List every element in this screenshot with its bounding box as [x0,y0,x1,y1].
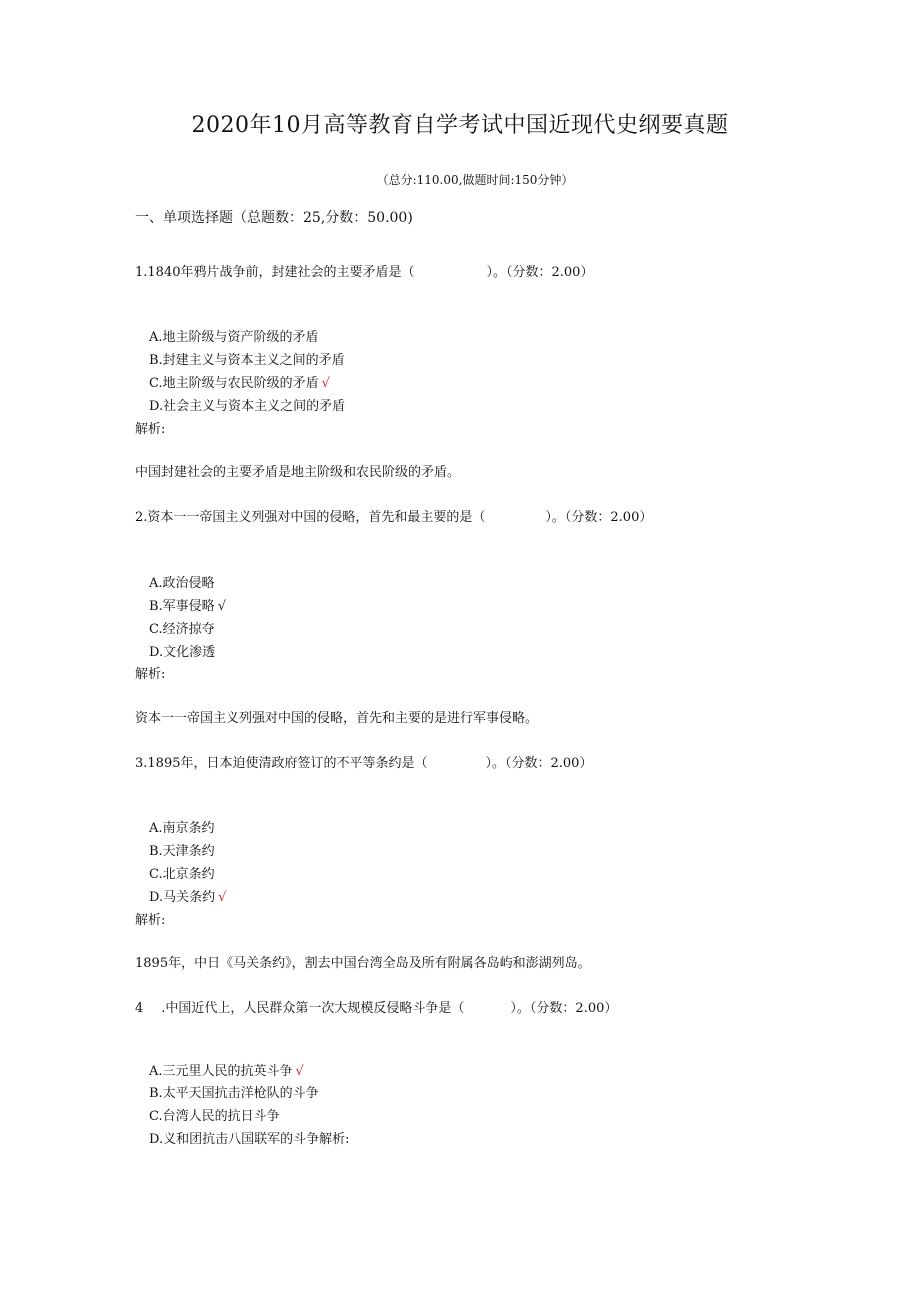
question-score: ）。（分数：2.00） [510,1001,618,1016]
question-4-option-a: A.三元里人民的抗英斗争 √ [149,1064,304,1079]
exam-info: （总分:110.00,做题时间:150分钟） [376,173,574,187]
correct-check-icon: √ [295,1064,304,1079]
question-score: ）。（分数：2.00） [485,756,593,771]
question-score: ）。（分数：2.00） [486,265,594,280]
question-2-stem [135,506,652,525]
question-2-option-c: C.经济掠夺 [149,622,215,637]
question-1-option-d: D.社会主义与资本主义之间的矛盾 [149,399,346,414]
question-2-explanation: 资本一一帝国主义列强对中国的侵略，首先和主要的是进行军事侵略。 [135,711,539,726]
question-2-analysis-label: 解析: [135,667,166,682]
question-2-option-a: A.政治侵略 [149,576,215,591]
question-3-option-a: A.南京条约 [149,821,215,836]
question-1-stem [135,261,593,280]
question-stem-text: .中国近代上，人民群众第一次大规模反侵略斗争是（ [161,1001,465,1016]
question-2-option-b: B.军事侵略 √ [149,599,226,614]
question-3-analysis-label: 解析: [135,913,166,928]
question-4-option-b: B.太平天国抗击洋枪队的斗争 [149,1086,319,1101]
section-heading: 一、单项选择题（总题数：25,分数：50.00) [135,210,413,226]
question-score: ）。（分数：2.00） [545,510,653,525]
question-1-option-c: C.地主阶级与农民阶级的矛盾 √ [149,376,330,391]
question-stem-text: 2.资本一一帝国主义列强对中国的侵略，首先和最主要的是（ [135,510,486,525]
page-title: 2020年10月高等教育自学考试中国近现代史纲要真题 [191,113,729,138]
correct-check-icon: √ [218,890,227,905]
question-stem-text: 3.1895年，日本迫使清政府签订的不平等条约是（ [135,756,428,771]
question-stem-text: 1.1840年鸦片战争前，封建社会的主要矛盾是（ [135,265,415,280]
question-3-stem [135,752,592,771]
question-3-explanation: 1895年，中日《马关条约》，割去中国台湾全岛及所有附属各岛屿和澎湖列岛。 [135,956,591,971]
question-4-option-d: D.义和团抗击八国联军的斗争解析: [149,1132,350,1147]
question-2-option-d: D.文化渗透 [149,645,216,660]
question-1-option-a: A.地主阶级与资产阶级的矛盾 [149,330,319,345]
question-number: 4 [135,1001,144,1016]
question-4-stem [135,997,617,1016]
question-3-option-c: C.北京条约 [149,867,215,882]
question-3-option-d: D.马关条约 √ [149,890,227,905]
question-1-analysis-label: 解析: [135,422,166,437]
question-1-explanation: 中国封建社会的主要矛盾是地主阶级和农民阶级的矛盾。 [135,465,461,480]
question-1-option-b: B.封建主义与资本主义之间的矛盾 [149,353,345,368]
question-3-option-b: B.天津条约 [149,844,215,859]
question-4-option-c: C.台湾人民的抗日斗争 [149,1109,280,1124]
correct-check-icon: √ [217,599,226,614]
correct-check-icon: √ [321,376,330,391]
